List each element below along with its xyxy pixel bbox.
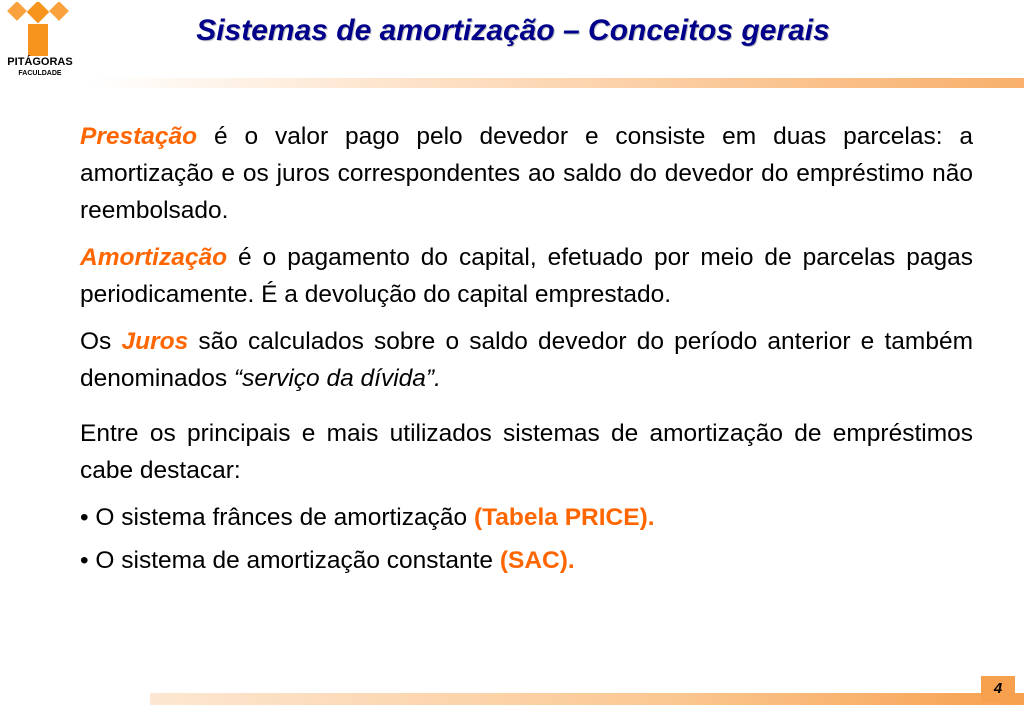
bullet-text: • O sistema frânces de amortização — [80, 504, 474, 531]
footer-bar — [150, 693, 1024, 705]
logo-subtitle: FACULDADE — [18, 70, 62, 77]
logo-icon — [4, 2, 76, 58]
pitagoras-logo — [4, 2, 76, 80]
page-number: 4 — [981, 676, 1015, 702]
paragraph-sistemas — [80, 415, 973, 489]
term-amortizacao: Amortização — [80, 244, 228, 271]
quote-servico-divida: “serviço da dívida”. — [233, 365, 441, 392]
paragraph-text: é o valor pago pelo devedor e consiste em duas parcelas: a amortização e os juros correspondentes ao saldo do devedor do empréstimo não reembolsado. — [80, 123, 973, 224]
paragraph-prestacao — [80, 118, 973, 229]
paragraph-text: são calculados sobre o saldo devedor do período anterior e também denominados — [80, 328, 973, 392]
paragraph-text: Entre os principais e mais utilizados sistemas de amortização de empréstimos cabe destacar: — [80, 420, 973, 484]
paragraph-prefix: Os — [80, 328, 122, 355]
title-divider — [90, 78, 1024, 88]
bullet-price — [80, 499, 973, 536]
paragraph-amortizacao — [80, 239, 973, 313]
bullet-text: • O sistema de amortização constante — [80, 547, 500, 574]
bullet-highlight: (SAC). — [499, 547, 575, 574]
bullet-sac — [80, 542, 973, 579]
logo-name: PITÁGORAS — [7, 56, 73, 68]
bullet-highlight: (Tabela PRICE). — [473, 504, 655, 531]
slide-title: Sistemas de amortização – Conceitos gerais — [196, 14, 830, 47]
slide-content — [80, 118, 973, 585]
paragraph-juros — [80, 323, 973, 397]
term-prestacao: Prestação — [80, 123, 198, 150]
paragraph-text: é o pagamento do capital, efetuado por meio de parcelas pagas periodicamente. É a devolução do capital emprestado. — [80, 244, 973, 308]
term-juros: Juros — [121, 328, 189, 355]
